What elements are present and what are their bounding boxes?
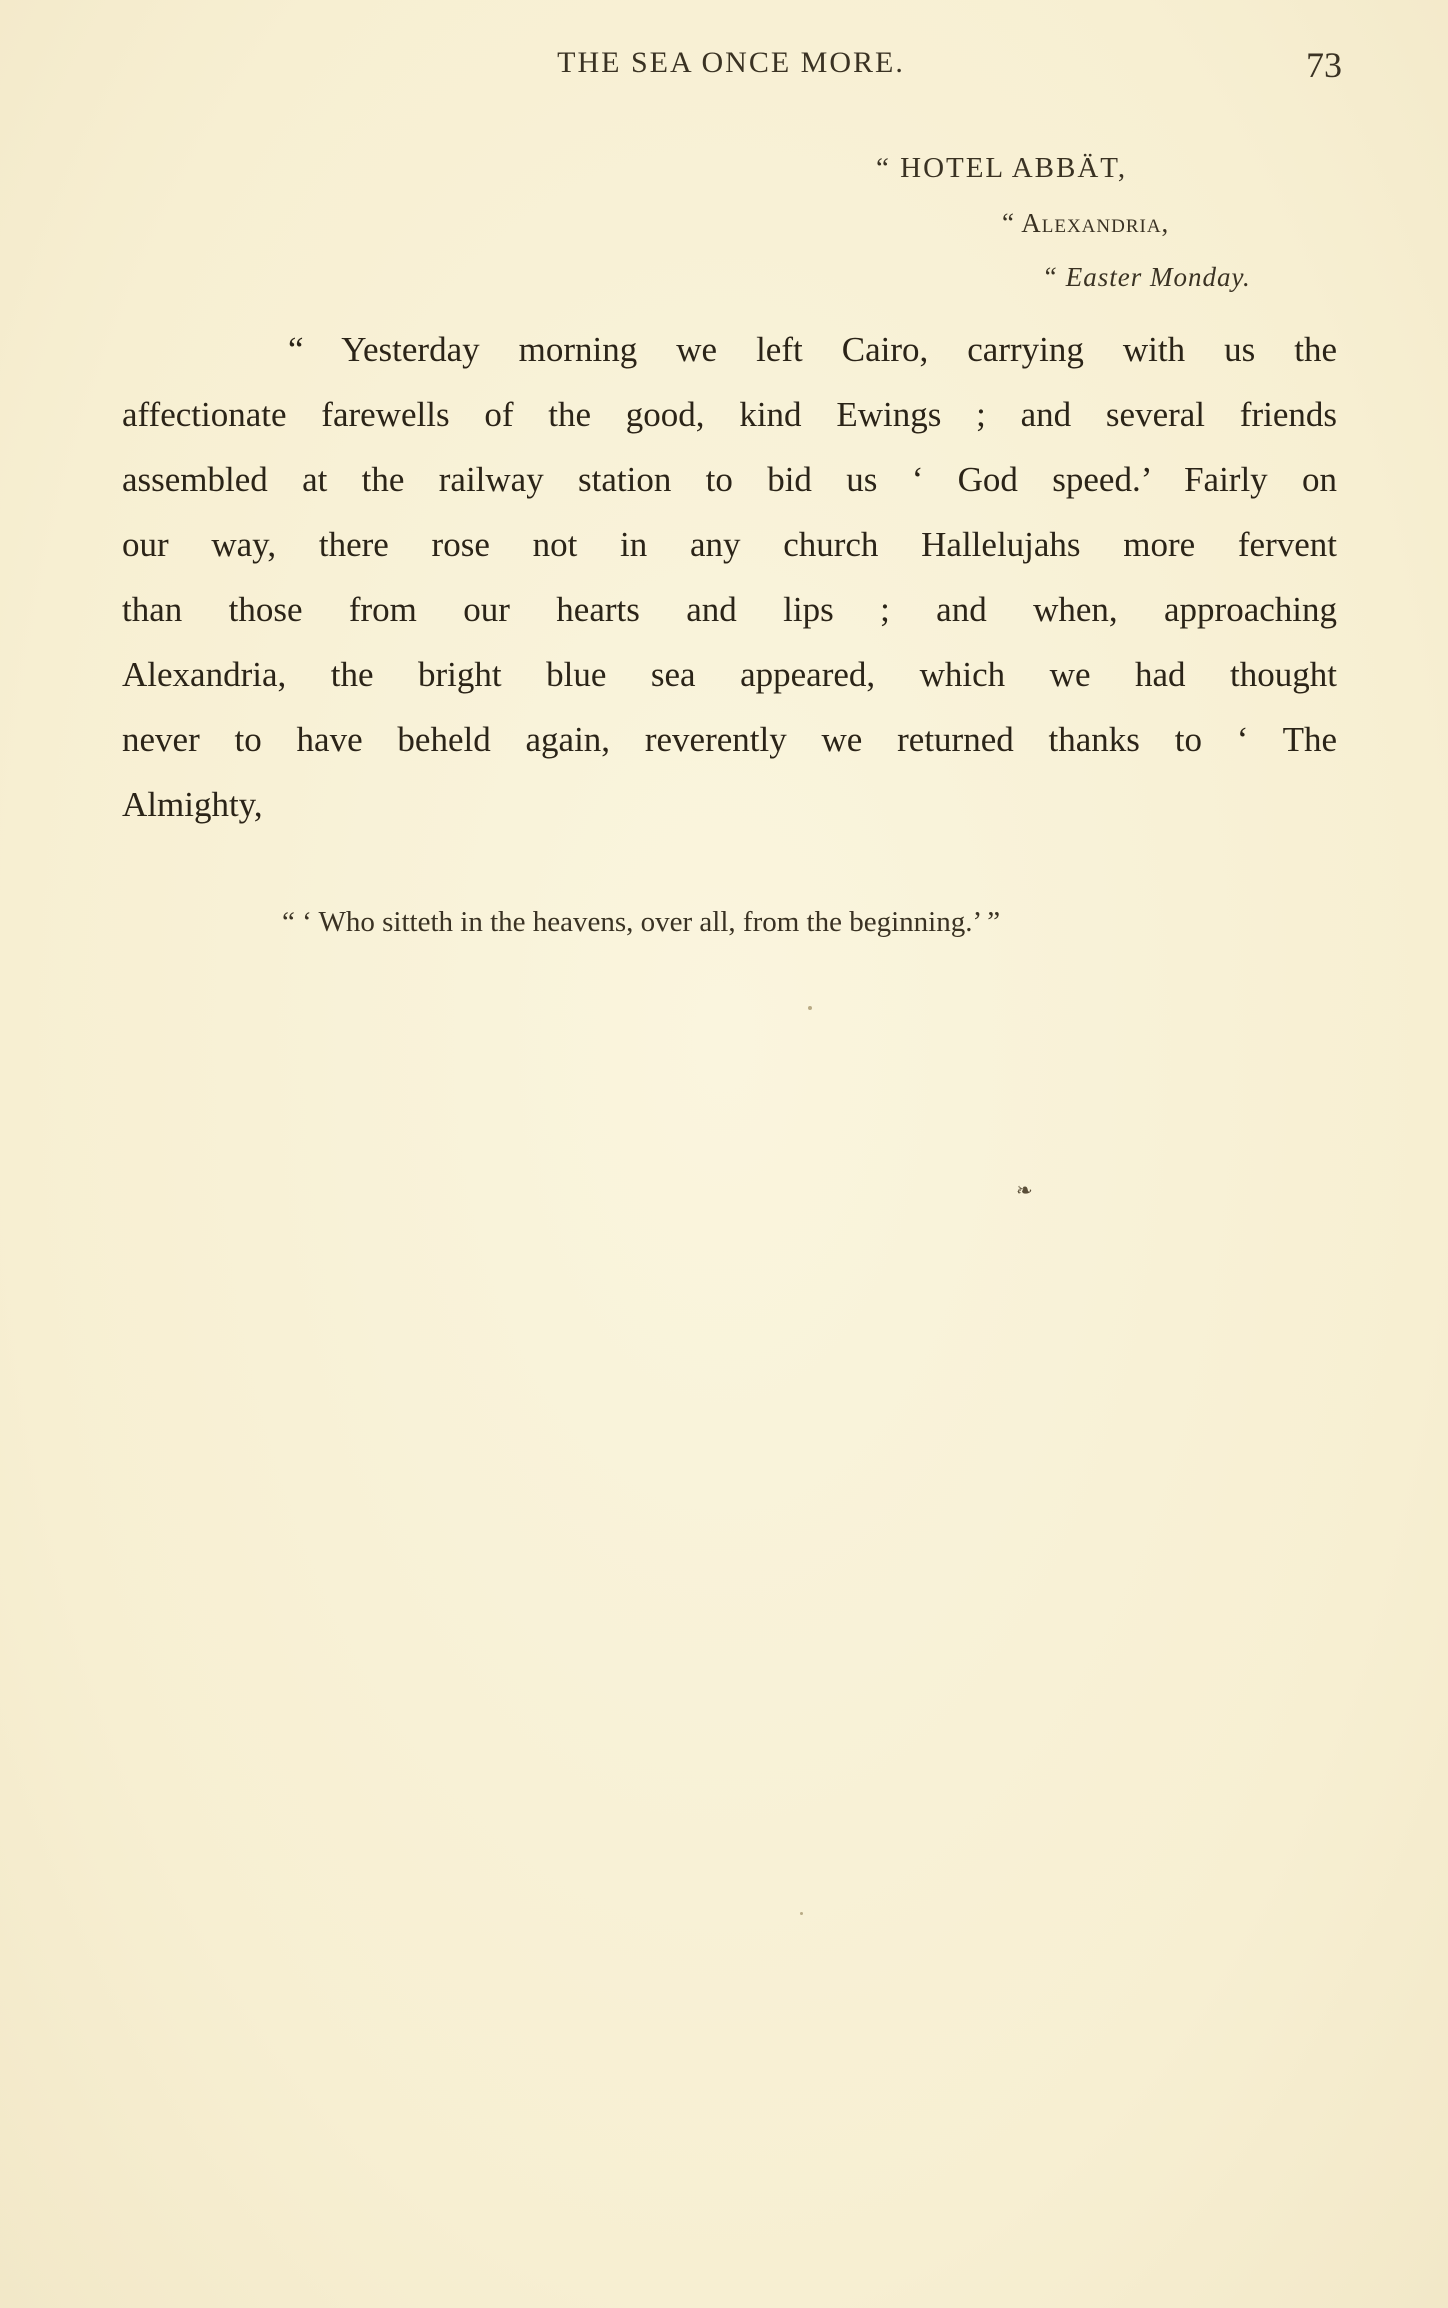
scripture-quote: “ ‘ Who sitteth in the heavens, over all, from the beginning.’ ” — [282, 906, 1001, 938]
body-line: never to have beheld again, reverently we returned thanks to ‘ The — [122, 720, 1337, 759]
body-line: Alexandria, the bright blue sea appeared, which we had thought — [122, 655, 1337, 694]
letter-heading-date: “ Easter Monday. — [1042, 262, 1251, 292]
running-title: THE SEA ONCE MORE. — [557, 46, 905, 79]
paper-speck — [808, 1006, 812, 1010]
body-line: “ Yesterday morning we left Cairo, carrying with us the — [288, 330, 1337, 369]
ornament-icon: ❧ — [1016, 1180, 1033, 1202]
page-number: 73 — [1306, 45, 1342, 85]
body-line: assembled at the railway station to bid us ‘ God speed.’ Fairly on — [122, 460, 1337, 499]
body-line: our way, there rose not in any church Hallelujahs more fervent — [122, 525, 1337, 564]
paper-speck — [800, 1912, 803, 1915]
body-line: Almighty, — [122, 785, 263, 824]
body-line: than those from our hearts and lips ; and when, approaching — [122, 590, 1337, 629]
running-head — [120, 46, 1342, 86]
letter-heading-hotel: “ HOTEL ABBÄT, — [876, 152, 1128, 184]
body-line: affectionate farewells of the good, kind Ewings ; and several friends — [122, 395, 1337, 434]
letter-heading-place: “ Alexandria, — [1002, 208, 1170, 238]
